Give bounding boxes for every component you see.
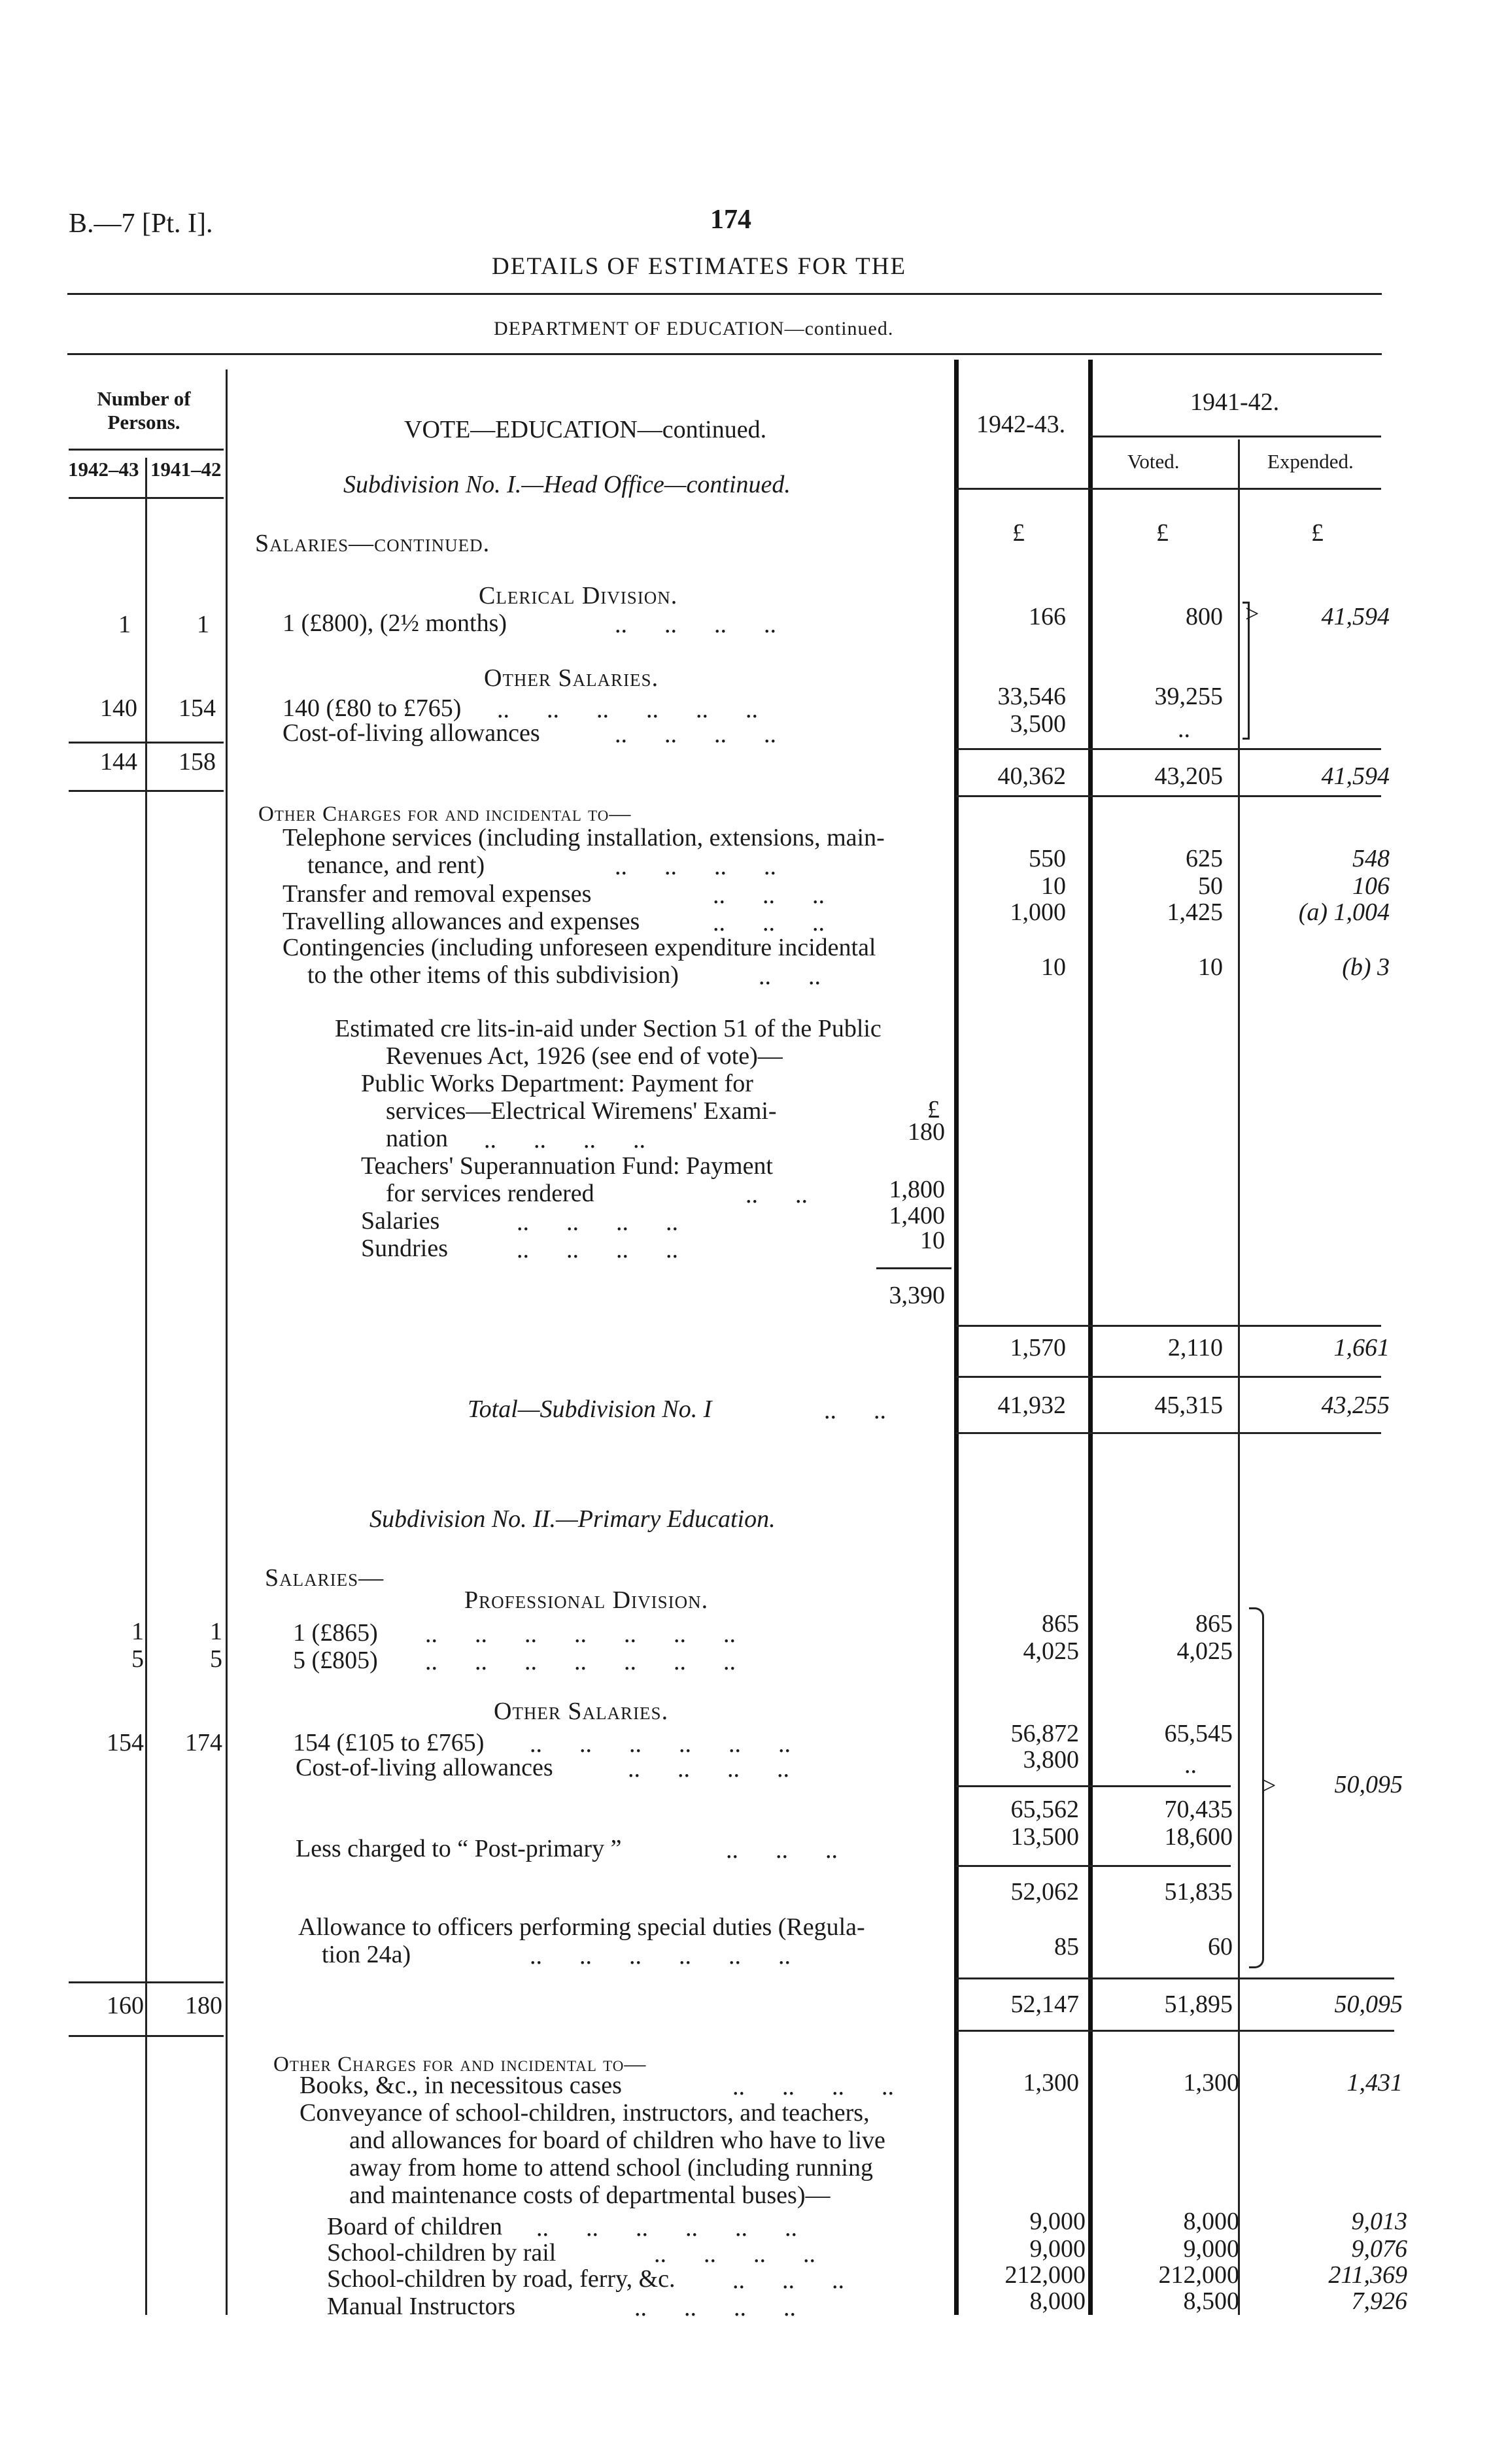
sub1-salaries-heading: Salaries—continued. [255,530,490,557]
header-rule [67,293,1382,295]
year-prior-label: 1941–42 [150,458,222,481]
sub2-salaries-persons-1942: 160 [107,1992,144,2019]
prof1-voted: 865 [1195,1610,1233,1637]
telephone-voted: 625 [1186,845,1223,872]
dot-leader: .. .. .. .. [654,2240,815,2268]
sub2-col-1942: 3,800 [1023,1746,1079,1773]
sub2-salaries-total-voted: 51,895 [1164,1991,1233,2018]
dot-leader: .. .. .. .. .. .. [530,1942,791,1970]
dot-leader: .. .. .. [713,909,825,936]
prof2-1942: 4,025 [1023,1637,1079,1665]
dot-leader: .. .. .. .. [615,611,776,638]
sub2-salaries-total-1942: 52,147 [1010,1991,1079,2018]
sub2-other-charges-heading: Other Charges for and incidental to— [273,2053,647,2076]
other-persons-1941: 154 [179,694,216,722]
dot-leader: .. .. .. .. [517,1236,678,1263]
rail-voted: 9,000 [1183,2235,1239,2263]
dot-leader: .. .. .. .. [615,721,776,748]
transfer-desc: Transfer and removal expenses [283,880,592,908]
books-desc: Books, &c., in necessitous cases [300,2072,622,2099]
dot-leader: .. .. .. .. [615,853,776,880]
clerical-desc: 1 (£800), (2½ months) [283,609,507,637]
clerical-expended: 41,594 [1321,603,1390,630]
voted-heading: Voted. [1127,450,1180,473]
persons-right-border [226,369,228,2315]
board-children-voted: 8,000 [1183,2208,1239,2235]
subdivision-1-title: Subdivision No. I.—Head Office—continued. [343,471,791,498]
pwd-amount: 180 [908,1118,945,1146]
pound-sign-3: £ [1311,519,1324,547]
pwd-line1: Public Works Department: Payment for [361,1070,753,1097]
telephone-line1: Telephone services (including installation, extensions, main- [283,824,885,851]
road-ferry-voted: 212,000 [1158,2261,1239,2289]
sub2-salaries-total-expended: 50,095 [1334,1991,1403,2018]
sub2-net-voted: 51,835 [1164,1878,1233,1906]
page-number: 174 [710,205,751,235]
col-1941-42-heading: 1941-42. [1190,388,1280,416]
dot-leader: .. .. .. .. .. .. [497,696,758,723]
contingencies-expended: (b) 3 [1342,953,1390,981]
credits-total-rule [876,1267,951,1269]
prof1-persons-1941: 1 [210,1618,222,1645]
allowance-line1: Allowance to officers performing special duties (Regula- [298,1913,865,1941]
books-expended: 1,431 [1346,2069,1403,2096]
sub2-net-rule [956,1865,1231,1867]
other-salaries-1942: 33,546 [997,683,1066,710]
other-salaries-voted: 39,255 [1154,683,1223,710]
board-children-1942: 9,000 [1029,2208,1086,2235]
col-1942-divider [1088,360,1093,2315]
sub1-salaries-persons-1941: 158 [179,748,216,776]
professional-division-heading: Professional Division. [464,1586,709,1614]
prof2-desc: 5 (£805) [293,1647,378,1674]
sub2-net-1942: 52,062 [1010,1878,1079,1906]
prof1-desc: 1 (£865) [293,1619,378,1647]
prof2-voted: 4,025 [1176,1637,1233,1665]
dot-leader: .. .. .. .. .. .. [530,1730,791,1758]
less-post-primary-1942: 13,500 [1010,1823,1079,1851]
persons-bottom-rule [69,790,224,792]
books-voted: 1,300 [1183,2069,1239,2096]
conveyance-line1: Conveyance of school-children, instructors, and teachers, [300,2099,870,2127]
dot-leader: .. .. .. .. [517,1208,678,1236]
sub2-amount-bottom-rule [956,2030,1394,2032]
credits-total: 3,390 [889,1282,945,1309]
other-salaries-desc: 140 (£80 to £765) [283,694,462,722]
other-salaries-heading: Other Salaries. [484,664,659,692]
persons-heading-rule [69,449,224,451]
dot-leader: .. .. .. .. .. .. .. [425,1620,736,1648]
sub2-col-desc: Cost-of-living allowances [296,1754,553,1781]
credits-salaries-amount: 1,400 [889,1202,945,1229]
clerical-persons-1942: 1 [118,611,131,638]
col-allowances-1942: 3,500 [1010,710,1066,738]
sub1-salaries-persons-1942: 144 [100,748,137,776]
expended-heading: Expended. [1267,450,1354,473]
less-post-primary-voted: 18,600 [1164,1823,1233,1851]
board-children-expended: 9,013 [1351,2208,1407,2235]
allowance-line2: tion 24a) [322,1941,411,1968]
brace-point: > [1245,600,1260,628]
sub1-salaries-total-expended: 41,594 [1321,762,1390,790]
credits-sundries-amount: 10 [920,1227,945,1254]
sub2-other-persons-1942: 154 [107,1729,144,1756]
allowance-voted: 60 [1208,1933,1233,1960]
pound-sign-2: £ [1156,519,1169,547]
grand-total-top-rule [956,1376,1381,1378]
sub1-grand-total-voted: 45,315 [1154,1392,1223,1419]
sub2-other-voted: 65,545 [1164,1720,1233,1747]
prof2-persons-1942: 5 [131,1645,144,1673]
col-allowances-desc: Cost-of-living allowances [283,719,540,747]
credits-sundries-label: Sundries [361,1235,448,1262]
page-title: DETAILS OF ESTIMATES FOR THE [492,253,907,280]
dot-leader: .. .. .. .. [628,1755,789,1783]
rail-expended: 9,076 [1351,2235,1407,2263]
credits-line1: Estimated cre lits-in-aid under Section 51 of the Public [335,1015,882,1042]
credits-salaries-label: Salaries [361,1207,440,1235]
conveyance-line4: and maintenance costs of departmental buses)— [349,2182,831,2209]
sub1-salaries-total-voted: 43,205 [1154,762,1223,790]
vote-title: VOTE—EDUCATION—continued. [404,416,767,443]
sub2-amount-total-rule [956,1977,1394,1979]
sub2-other-1942: 56,872 [1010,1720,1079,1747]
telephone-1942: 550 [1029,845,1066,872]
road-ferry-desc: School-children by road, ferry, &c. [327,2265,676,2293]
amount-total-rule [956,748,1381,750]
sub1-other-charges-heading: Other Charges for and incidental to— [258,802,632,826]
sub1-grand-total-expended: 43,255 [1321,1392,1390,1419]
prof1-1942: 865 [1042,1610,1079,1637]
amount-left-border [954,360,959,2315]
manual-instructors-expended: 7,926 [1351,2287,1407,2315]
telephone-expended: 548 [1352,845,1390,872]
dot-leader: .. .. .. .. [732,2073,894,2100]
prof1-persons-1942: 1 [131,1618,144,1645]
clerical-persons-1941: 1 [197,611,209,638]
other-persons-1942: 140 [100,694,137,722]
col-1941-42-rule [1090,436,1381,437]
department-rule [67,353,1382,355]
rail-desc: School-children by rail [327,2239,557,2267]
books-1942: 1,300 [1023,2069,1079,2096]
tsf-line1: Teachers' Superannuation Fund: Payment [361,1152,773,1180]
telephone-line2: tenance, and rent) [307,851,485,879]
amount-heading-rule [956,488,1381,490]
sub1-grand-total-1942: 41,932 [997,1392,1066,1419]
contingencies-1942: 10 [1041,953,1066,981]
sub2-subtotal-rule [956,1785,1231,1787]
dot-leader: .. .. .. [726,1836,838,1864]
clerical-1942: 166 [1029,603,1066,630]
transfer-1942: 10 [1041,872,1066,900]
sub1-charges-total-expended: 1,661 [1333,1334,1390,1361]
sub2-persons-total-rule [69,1981,224,1983]
department-title: DEPARTMENT OF EDUCATION—continued. [494,318,894,339]
road-ferry-1942: 212,000 [1004,2261,1086,2289]
board-children-desc: Board of children [327,2213,503,2240]
pound-sign-1: £ [1012,519,1025,547]
sub2-persons-bottom-rule [69,2035,224,2037]
contingencies-voted: 10 [1198,953,1223,981]
sub2-other-persons-1941: 174 [185,1729,222,1756]
sub2-salaries-persons-1941: 180 [185,1992,222,2019]
manual-instructors-voted: 8,500 [1183,2287,1239,2315]
brace-point: > [1262,1772,1277,1800]
contingencies-line2: to the other items of this subdivision) [307,961,679,989]
sub2-subtotal-voted: 70,435 [1164,1796,1233,1823]
travelling-desc: Travelling allowances and expenses [283,908,640,935]
dot-leader: .. .. .. .. [634,2294,796,2321]
sub2-salaries-heading: Salaries— [265,1564,385,1592]
number-of-persons-heading: Number of Persons. [97,387,191,434]
year-current-label: 1942–43 [68,458,139,481]
prof2-persons-1941: 5 [210,1645,222,1673]
manual-instructors-desc: Manual Instructors [327,2293,516,2320]
conveyance-line3: away from home to attend school (including running [349,2154,873,2182]
sub1-charges-total-1942: 1,570 [1010,1334,1066,1361]
dot-leader: .. .. .. [732,2267,844,2294]
sub1-grand-total-label: Total—Subdivision No. I [468,1395,712,1423]
travelling-1942: 1,000 [1010,898,1066,926]
dot-leader: .. .. .. .. .. .. .. [425,1648,736,1675]
persons-year-rule [69,497,224,499]
clerical-division-heading: Clerical Division. [479,582,678,609]
sub2-subtotal-1942: 65,562 [1010,1796,1079,1823]
manual-instructors-1942: 8,000 [1029,2287,1086,2315]
col-1942-43-heading: 1942-43. [976,411,1066,438]
credits-line2: Revenues Act, 1926 (see end of vote)— [386,1042,783,1070]
credits-pound-sign: £ [927,1096,940,1123]
sub2-other-salaries-heading: Other Salaries. [494,1698,669,1725]
sub2-other-desc: 154 (£105 to £765) [293,1729,485,1756]
dot-leader: .. .. .. [713,881,825,909]
dot-leader: .. .. [759,963,821,990]
road-ferry-expended: 211,369 [1328,2261,1407,2289]
travelling-voted: 1,425 [1167,898,1223,926]
tsf-line2: for services rendered [386,1180,594,1207]
rail-1942: 9,000 [1029,2235,1086,2263]
dot-leader: .. .. [824,1397,886,1424]
allowance-1942: 85 [1054,1933,1079,1960]
sub1-charges-total-voted: 2,110 [1167,1334,1223,1361]
page-code: B.—7 [Pt. I]. [69,209,213,239]
tsf-amount: 1,800 [889,1176,945,1203]
grand-total-bottom-rule [956,1432,1381,1434]
travelling-expended: (a) 1,004 [1298,898,1390,926]
transfer-expended: 106 [1352,872,1390,900]
col-allowances-voted: .. [1178,715,1190,743]
clerical-voted: 800 [1186,603,1223,630]
sub1-salaries-total-1942: 40,362 [997,762,1066,790]
persons-total-rule [69,742,224,744]
dot-leader: .. .. .. .. [484,1126,645,1154]
charges-total-rule [956,1325,1381,1327]
dot-leader: .. .. [746,1181,808,1208]
amount-bottom-rule [956,795,1381,797]
less-post-primary-desc: Less charged to “ Post-primary ” [296,1835,622,1862]
contingencies-line1: Contingencies (including unforeseen expenditure incidental [283,934,876,961]
subdivision-2-title: Subdivision No. II.—Primary Education. [369,1505,776,1533]
pwd-line2: services—Electrical Wiremens' Exami- [386,1097,777,1125]
conveyance-line2: and allowances for board of children who have to live [349,2127,885,2154]
pwd-line3: nation [386,1125,448,1152]
dot-leader: .. .. .. .. .. .. [536,2214,797,2242]
transfer-voted: 50 [1198,872,1223,900]
sub2-brace-total: 50,095 [1334,1771,1403,1798]
sub2-col-voted: .. [1184,1751,1197,1779]
